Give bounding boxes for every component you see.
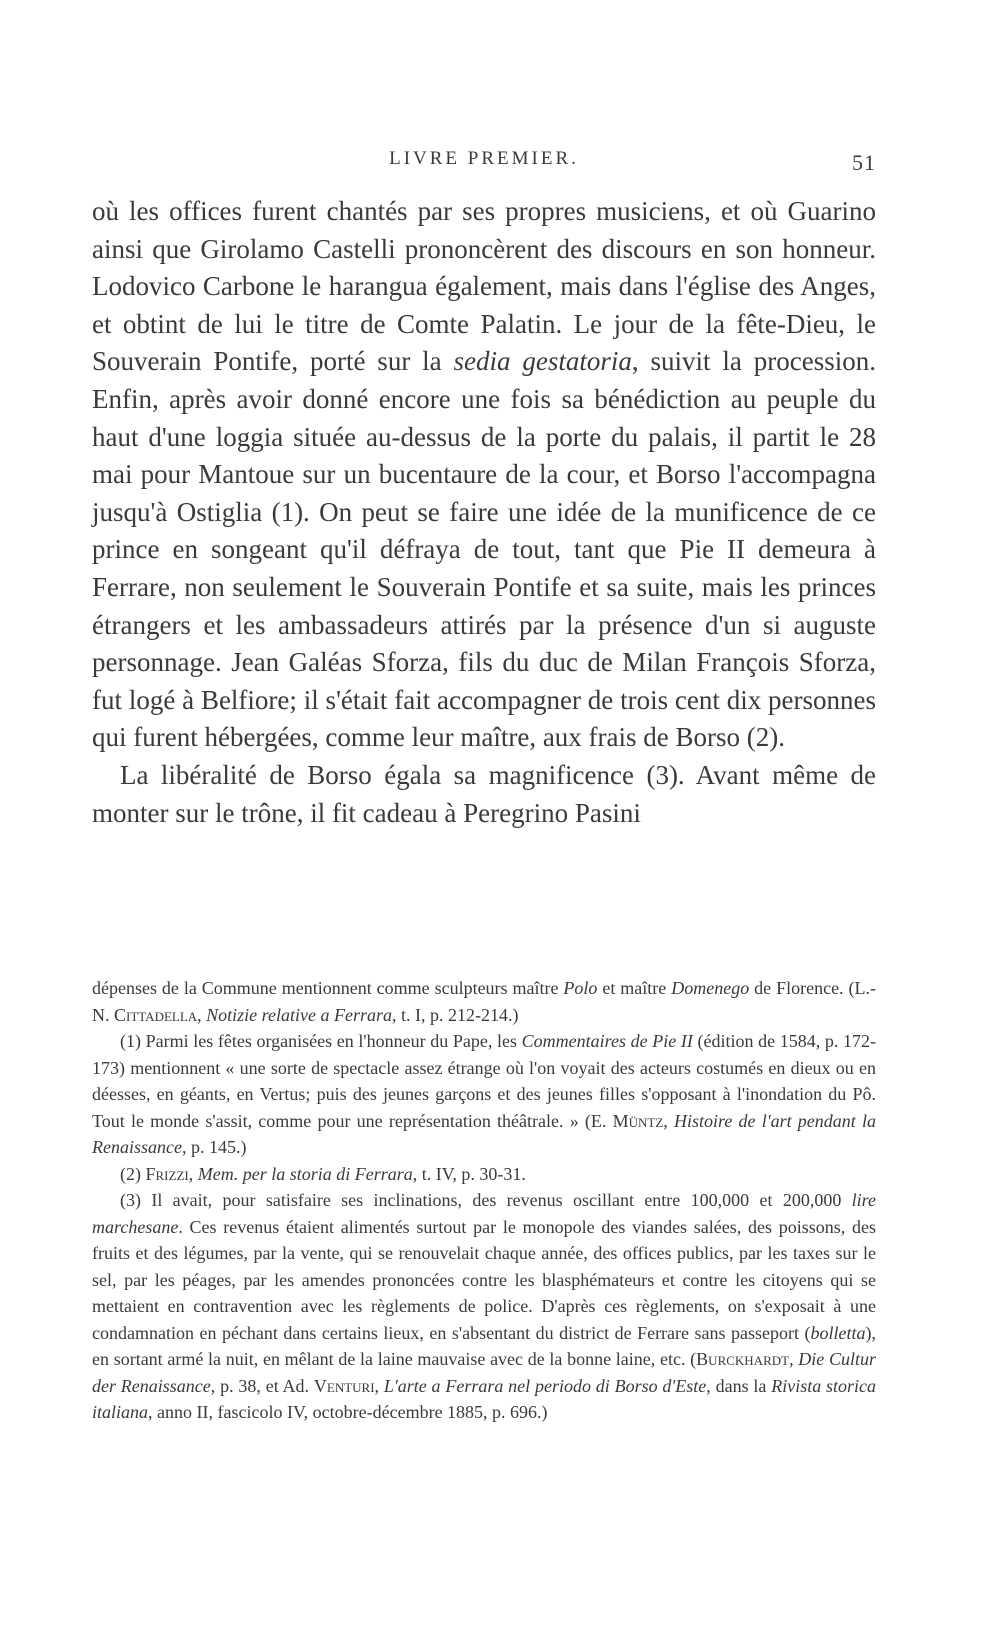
footnote-3 <box>92 1187 876 1426</box>
book-title: Notizie relative a Ferrara <box>206 1004 392 1025</box>
text-run: , t. I, p. 212-214.) <box>391 1004 519 1025</box>
text-run: où les offices furent chantés par ses propres musiciens, et où Guarino ainsi que Girolamo Castelli prononcèrent des discours en son honneur. Lodovico Carbone le harangua également, mais dans l'église des Anges, et obtint de lui le titre de Comte Palatin. Le jour de la fête-Dieu, le Souverain Pontife, porté sur la <box>92 196 876 377</box>
italic-term: lire marchesane <box>92 1190 876 1237</box>
author-name: Frizzi <box>145 1163 189 1184</box>
author-name: Müntz <box>612 1110 664 1131</box>
journal-title: Rivista storica italiana <box>92 1375 877 1422</box>
body-paragraph <box>92 193 876 757</box>
text-run: , <box>197 1004 207 1025</box>
footnote-continuation <box>92 975 876 1028</box>
text-run: . Ces revenus étaient alimentés surtout par le monopole des viandes salées, des poissons, des fruits et des légumes, par la vente, qui se renouvelait chaque année, des offices publics, par les taxes sur le sel, par les péages, par les amendes prononcées contre les blasphémateurs et contre les citoyens qui se mettaient en contravention avec les règlements de police. D'après ces règlements, on s'exposait à une condamnation en péchant dans certains lieux, en s'absentant du district de Ferrare sans passeport ( <box>92 1216 876 1343</box>
text-run: , suivit la procession. Enfin, après avoir donné encore une fois sa bénédiction au peuple du haut d'une loggia située au-dessus de la porte du palais, il partit le 28 mai pour Mantoue sur un bucentaure de la cour, et Borso l'accompagna jusqu'à Ostiglia (1). On peut se faire une idée de la munificence de ce prince en songeant qu'il défraya de tout, tant que Pie II demeura à Ferrare, non seulement le Souverain Pontife et sa suite, mais les princes étrangers et les ambassadeurs attirés par la présence d'un si auguste personnage. Jean Galéas Sforza, fils du duc de Milan François Sforza, fut logé à Belfiore; il s'était fait accompagner de trois cent dix personnes qui furent hébergées, comme leur maître, aux frais de Borso (2). <box>92 346 876 753</box>
running-title: LIVRE PREMIER. <box>389 148 579 169</box>
text-run: , <box>663 1110 674 1131</box>
text-run: (1) Parmi les fêtes organisées en l'honneur du Pape, les <box>120 1031 522 1051</box>
book-title: Commentaires de Pie II <box>521 1031 693 1051</box>
text-run: , <box>374 1375 384 1396</box>
book-title: Die Cultur der Renaissance <box>92 1349 876 1396</box>
italic-term: sedia gestatoria <box>453 346 632 377</box>
author-name: Venturi <box>313 1375 375 1396</box>
footnote-1 <box>92 1028 876 1161</box>
author-name: Cittadella <box>114 1004 198 1025</box>
author-name: Burckhardt <box>696 1349 790 1369</box>
text-run: (2) <box>120 1163 146 1184</box>
text-run: (3) Il avait, pour satisfaire ses inclinations, des revenus oscillant entre 100,000 et 200,000 <box>120 1190 852 1210</box>
text-run: ), en sortant armé la nuit, en mêlant de la laine mauvaise avec de la bonne laine, etc. ( <box>92 1322 876 1369</box>
text-run: dépenses de la Commune mentionnent comme sculpteurs maître <box>92 978 564 998</box>
italic-term: Polo <box>563 978 598 998</box>
text-run: , dans la <box>706 1375 772 1396</box>
text-run: , <box>789 1349 799 1369</box>
text-run: , p. 145.) <box>181 1137 247 1157</box>
book-title: Mem. per la storia di Ferrara <box>197 1163 413 1184</box>
text-run: de Florence. (L.-N. <box>92 978 876 1025</box>
main-text <box>92 193 876 832</box>
text-run: et maître <box>597 978 672 998</box>
footnotes <box>92 975 876 1426</box>
italic-term: bolletta <box>810 1322 866 1343</box>
footnote-2 <box>92 1161 876 1188</box>
book-title: Histoire de l'art pendant la Renaissance <box>92 1110 876 1157</box>
book-title: L'arte a Ferrara nel periodo di Borso d'Este <box>383 1375 707 1396</box>
text-run: , t. IV, p. 30-31. <box>412 1163 526 1184</box>
text-run: (édition de 1584, p. 172-173) mentionnent « une sorte de spectacle assez étrange où l'on voyait des acteurs costumés en dieux ou en déesses, en géants, en Vertus; puis des jeunes garçons et des jeunes filles s'opposant à l'inondation du Pô. Tout le monde s'assit, comme pour une représentation théâtrale. » (E. <box>92 1031 876 1131</box>
text-run: , anno II, fascicolo IV, octobre-décembre 1885, p. 696.) <box>148 1402 548 1422</box>
text-run: , <box>188 1163 198 1184</box>
body-paragraph: La libéralité de Borso égala sa magnificence (3). Avant même de monter sur le trône, il fit cadeau à Peregrino Pasini <box>92 759 876 828</box>
text-run: , p. 38, et Ad. <box>210 1375 314 1396</box>
running-head <box>92 148 876 178</box>
page-number: 51 <box>852 150 876 175</box>
italic-term: Domenego <box>671 978 750 998</box>
